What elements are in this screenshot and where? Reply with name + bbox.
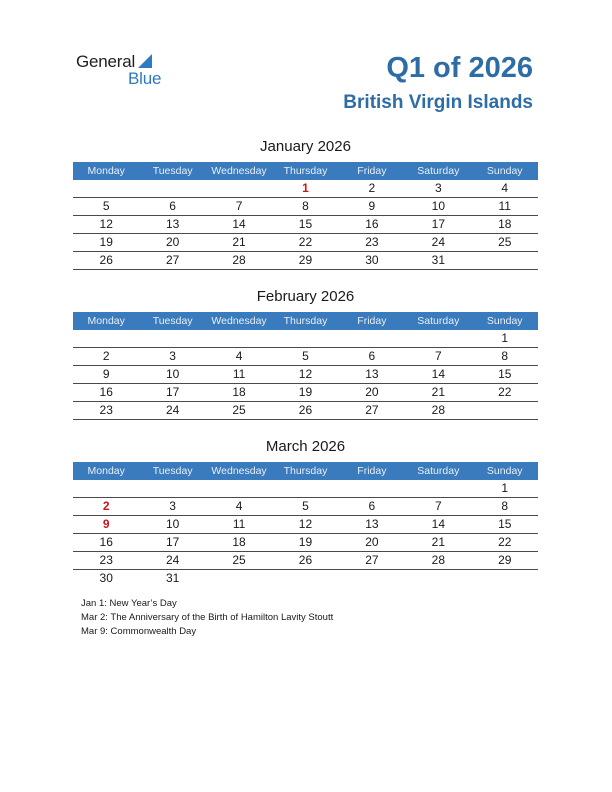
week-row <box>73 552 538 570</box>
day-cell: 24 <box>431 235 445 249</box>
day-cell: 27 <box>365 553 379 567</box>
day-cell: 15 <box>498 517 512 531</box>
day-cell: 19 <box>298 535 313 549</box>
day-cell: 18 <box>232 535 246 549</box>
day-cell: 14 <box>431 517 445 531</box>
day-cell: 29 <box>298 253 313 267</box>
day-cell: 21 <box>232 235 246 249</box>
logo-word-general: General <box>76 52 136 71</box>
day-cell: 9 <box>102 367 110 381</box>
day-cell: 17 <box>165 385 180 399</box>
day-cell: 25 <box>498 235 512 249</box>
day-cell: 12 <box>99 217 113 231</box>
day-cell: 8 <box>501 499 509 513</box>
day-cell: 21 <box>431 385 445 399</box>
week-row <box>73 570 538 587</box>
day-cell: 13 <box>165 217 180 231</box>
empty-day-cell <box>472 570 538 587</box>
empty-day-cell <box>73 480 139 497</box>
day-cell: 16 <box>365 217 379 231</box>
day-cell: 10 <box>431 199 445 213</box>
day-cell: 11 <box>232 517 246 531</box>
week-row <box>73 252 538 270</box>
weekday-header <box>73 462 538 480</box>
weekday-label: Friday <box>357 165 387 177</box>
page-title: Q1 of 2026 <box>386 52 533 84</box>
weekday-label: Tuesday <box>152 165 193 177</box>
week-row <box>73 498 538 516</box>
day-cell: 6 <box>368 349 376 363</box>
empty-day-cell <box>272 330 338 347</box>
day-cell: 15 <box>298 217 313 231</box>
day-cell: 22 <box>498 385 512 399</box>
day-cell: 20 <box>365 385 379 399</box>
day-cell: 6 <box>368 499 376 513</box>
day-cell: 7 <box>235 199 243 213</box>
day-cell: 28 <box>431 403 445 417</box>
week-row <box>73 180 538 198</box>
day-cell: 24 <box>165 403 180 417</box>
day-cell: 23 <box>99 403 113 417</box>
empty-day-cell <box>139 330 205 347</box>
weekday-label: Friday <box>357 315 387 327</box>
holiday-note: Mar 9: Commonwealth Day <box>81 626 197 637</box>
empty-day-cell <box>405 480 471 497</box>
day-cell: 15 <box>498 367 512 381</box>
day-cell: 4 <box>235 349 243 363</box>
day-cell: 10 <box>165 517 180 531</box>
day-cell: 5 <box>102 199 110 213</box>
weekday-label: Wednesday <box>211 465 267 477</box>
empty-day-cell <box>339 570 405 587</box>
day-cell: 27 <box>365 403 379 417</box>
weekday-label: Monday <box>87 165 125 177</box>
empty-day-cell <box>339 480 405 497</box>
day-cell: 25 <box>232 403 246 417</box>
weekday-label: Saturday <box>417 465 460 477</box>
day-cell: 12 <box>298 367 313 381</box>
day-cell: 26 <box>298 553 313 567</box>
weekday-header <box>73 312 538 330</box>
week-row <box>73 348 538 366</box>
weekday-label: Sunday <box>486 465 523 477</box>
month-calendar <box>73 137 538 270</box>
empty-day-cell <box>405 330 471 347</box>
day-cell: 12 <box>298 517 313 531</box>
empty-day-cell <box>472 402 538 419</box>
day-cell: 11 <box>232 367 246 381</box>
country-subtitle: British Virgin Islands <box>343 92 533 113</box>
month-title: March 2026 <box>265 438 346 455</box>
weekday-label: Saturday <box>417 165 460 177</box>
empty-day-cell <box>472 252 538 269</box>
week-row <box>73 198 538 216</box>
week-row <box>73 384 538 402</box>
day-cell: 20 <box>365 535 379 549</box>
day-cell: 11 <box>498 199 511 213</box>
brand-logo <box>76 52 176 88</box>
day-cell: 22 <box>298 235 313 249</box>
month-calendar <box>73 437 538 587</box>
day-cell: 21 <box>431 535 445 549</box>
week-row <box>73 216 538 234</box>
weekday-label: Friday <box>357 465 387 477</box>
day-cell: 22 <box>498 535 512 549</box>
empty-day-cell <box>272 570 338 587</box>
day-cell: 1 <box>501 481 509 495</box>
day-cell: 8 <box>302 199 309 213</box>
day-cell: 2 <box>102 499 110 513</box>
day-cell: 28 <box>431 553 445 567</box>
empty-day-cell <box>139 180 205 197</box>
day-cell: 3 <box>169 499 176 513</box>
day-cell: 30 <box>365 253 379 267</box>
week-row <box>73 366 538 384</box>
day-cell: 26 <box>99 253 113 267</box>
day-cell: 16 <box>99 385 113 399</box>
day-cell: 16 <box>99 535 113 549</box>
logo-triangle-icon <box>138 54 152 68</box>
weekday-label: Sunday <box>486 165 523 177</box>
day-cell: 1 <box>302 181 309 195</box>
day-cell: 23 <box>365 235 379 249</box>
empty-day-cell <box>206 480 272 497</box>
day-cell: 19 <box>99 235 113 249</box>
day-cell: 31 <box>431 253 445 267</box>
day-cell: 4 <box>501 181 509 195</box>
empty-day-cell <box>272 480 338 497</box>
week-row <box>73 516 538 534</box>
weekday-label: Wednesday <box>211 315 267 327</box>
day-cell: 17 <box>431 217 445 231</box>
day-cell: 2 <box>368 181 376 195</box>
day-cell: 10 <box>165 367 180 381</box>
day-cell: 31 <box>165 571 180 585</box>
day-cell: 13 <box>365 367 379 381</box>
weekday-header <box>73 162 538 180</box>
day-cell: 4 <box>235 499 243 513</box>
month-title: February 2026 <box>256 288 355 305</box>
day-cell: 8 <box>501 349 509 363</box>
weekday-label: Thursday <box>283 465 328 477</box>
week-row <box>73 402 538 420</box>
day-cell: 2 <box>102 349 110 363</box>
weekday-label: Saturday <box>417 315 460 327</box>
day-cell: 3 <box>169 349 176 363</box>
empty-day-cell <box>339 330 405 347</box>
day-cell: 29 <box>498 553 512 567</box>
day-cell: 19 <box>298 385 313 399</box>
day-cell: 14 <box>232 217 246 231</box>
month-calendar <box>73 287 538 420</box>
day-cell: 6 <box>169 199 176 213</box>
empty-day-cell <box>405 570 471 587</box>
day-cell: 25 <box>232 553 246 567</box>
day-cell: 13 <box>365 517 379 531</box>
day-cell: 26 <box>298 403 313 417</box>
day-cell: 9 <box>102 517 110 531</box>
weekday-label: Monday <box>87 465 125 477</box>
day-cell: 3 <box>434 181 442 195</box>
empty-day-cell <box>206 180 272 197</box>
day-cell: 18 <box>232 385 246 399</box>
day-cell: 5 <box>302 499 309 513</box>
empty-day-cell <box>206 330 272 347</box>
day-cell: 14 <box>431 367 445 381</box>
day-cell: 20 <box>165 235 180 249</box>
empty-day-cell <box>73 180 139 197</box>
weekday-label: Thursday <box>283 165 328 177</box>
weekday-label: Tuesday <box>152 315 193 327</box>
week-row <box>73 330 538 348</box>
weekday-label: Wednesday <box>211 165 267 177</box>
day-cell: 1 <box>501 331 509 345</box>
day-cell: 7 <box>434 349 442 363</box>
day-cell: 5 <box>302 349 309 363</box>
empty-day-cell <box>206 570 272 587</box>
empty-day-cell <box>139 480 205 497</box>
week-row <box>73 534 538 552</box>
day-cell: 18 <box>498 217 512 231</box>
holiday-note: Mar 2: The Anniversary of the Birth of Hamilton Lavity Stoutt <box>81 612 334 623</box>
day-cell: 24 <box>165 553 180 567</box>
weekday-label: Thursday <box>283 315 328 327</box>
logo-word-blue: Blue <box>128 69 162 88</box>
holiday-notes <box>81 597 333 639</box>
week-row <box>73 234 538 252</box>
day-cell: 9 <box>368 199 376 213</box>
weekday-label: Monday <box>87 315 125 327</box>
day-cell: 17 <box>165 535 180 549</box>
holiday-note: Jan 1: New Year’s Day <box>81 598 177 609</box>
empty-day-cell <box>73 330 139 347</box>
week-row <box>73 480 538 498</box>
day-cell: 23 <box>99 553 113 567</box>
month-title: January 2026 <box>260 138 351 155</box>
day-cell: 7 <box>434 499 442 513</box>
day-cell: 27 <box>165 253 180 267</box>
day-cell: 30 <box>99 571 113 585</box>
weekday-label: Sunday <box>486 315 523 327</box>
day-cell: 28 <box>232 253 246 267</box>
weekday-label: Tuesday <box>152 465 193 477</box>
